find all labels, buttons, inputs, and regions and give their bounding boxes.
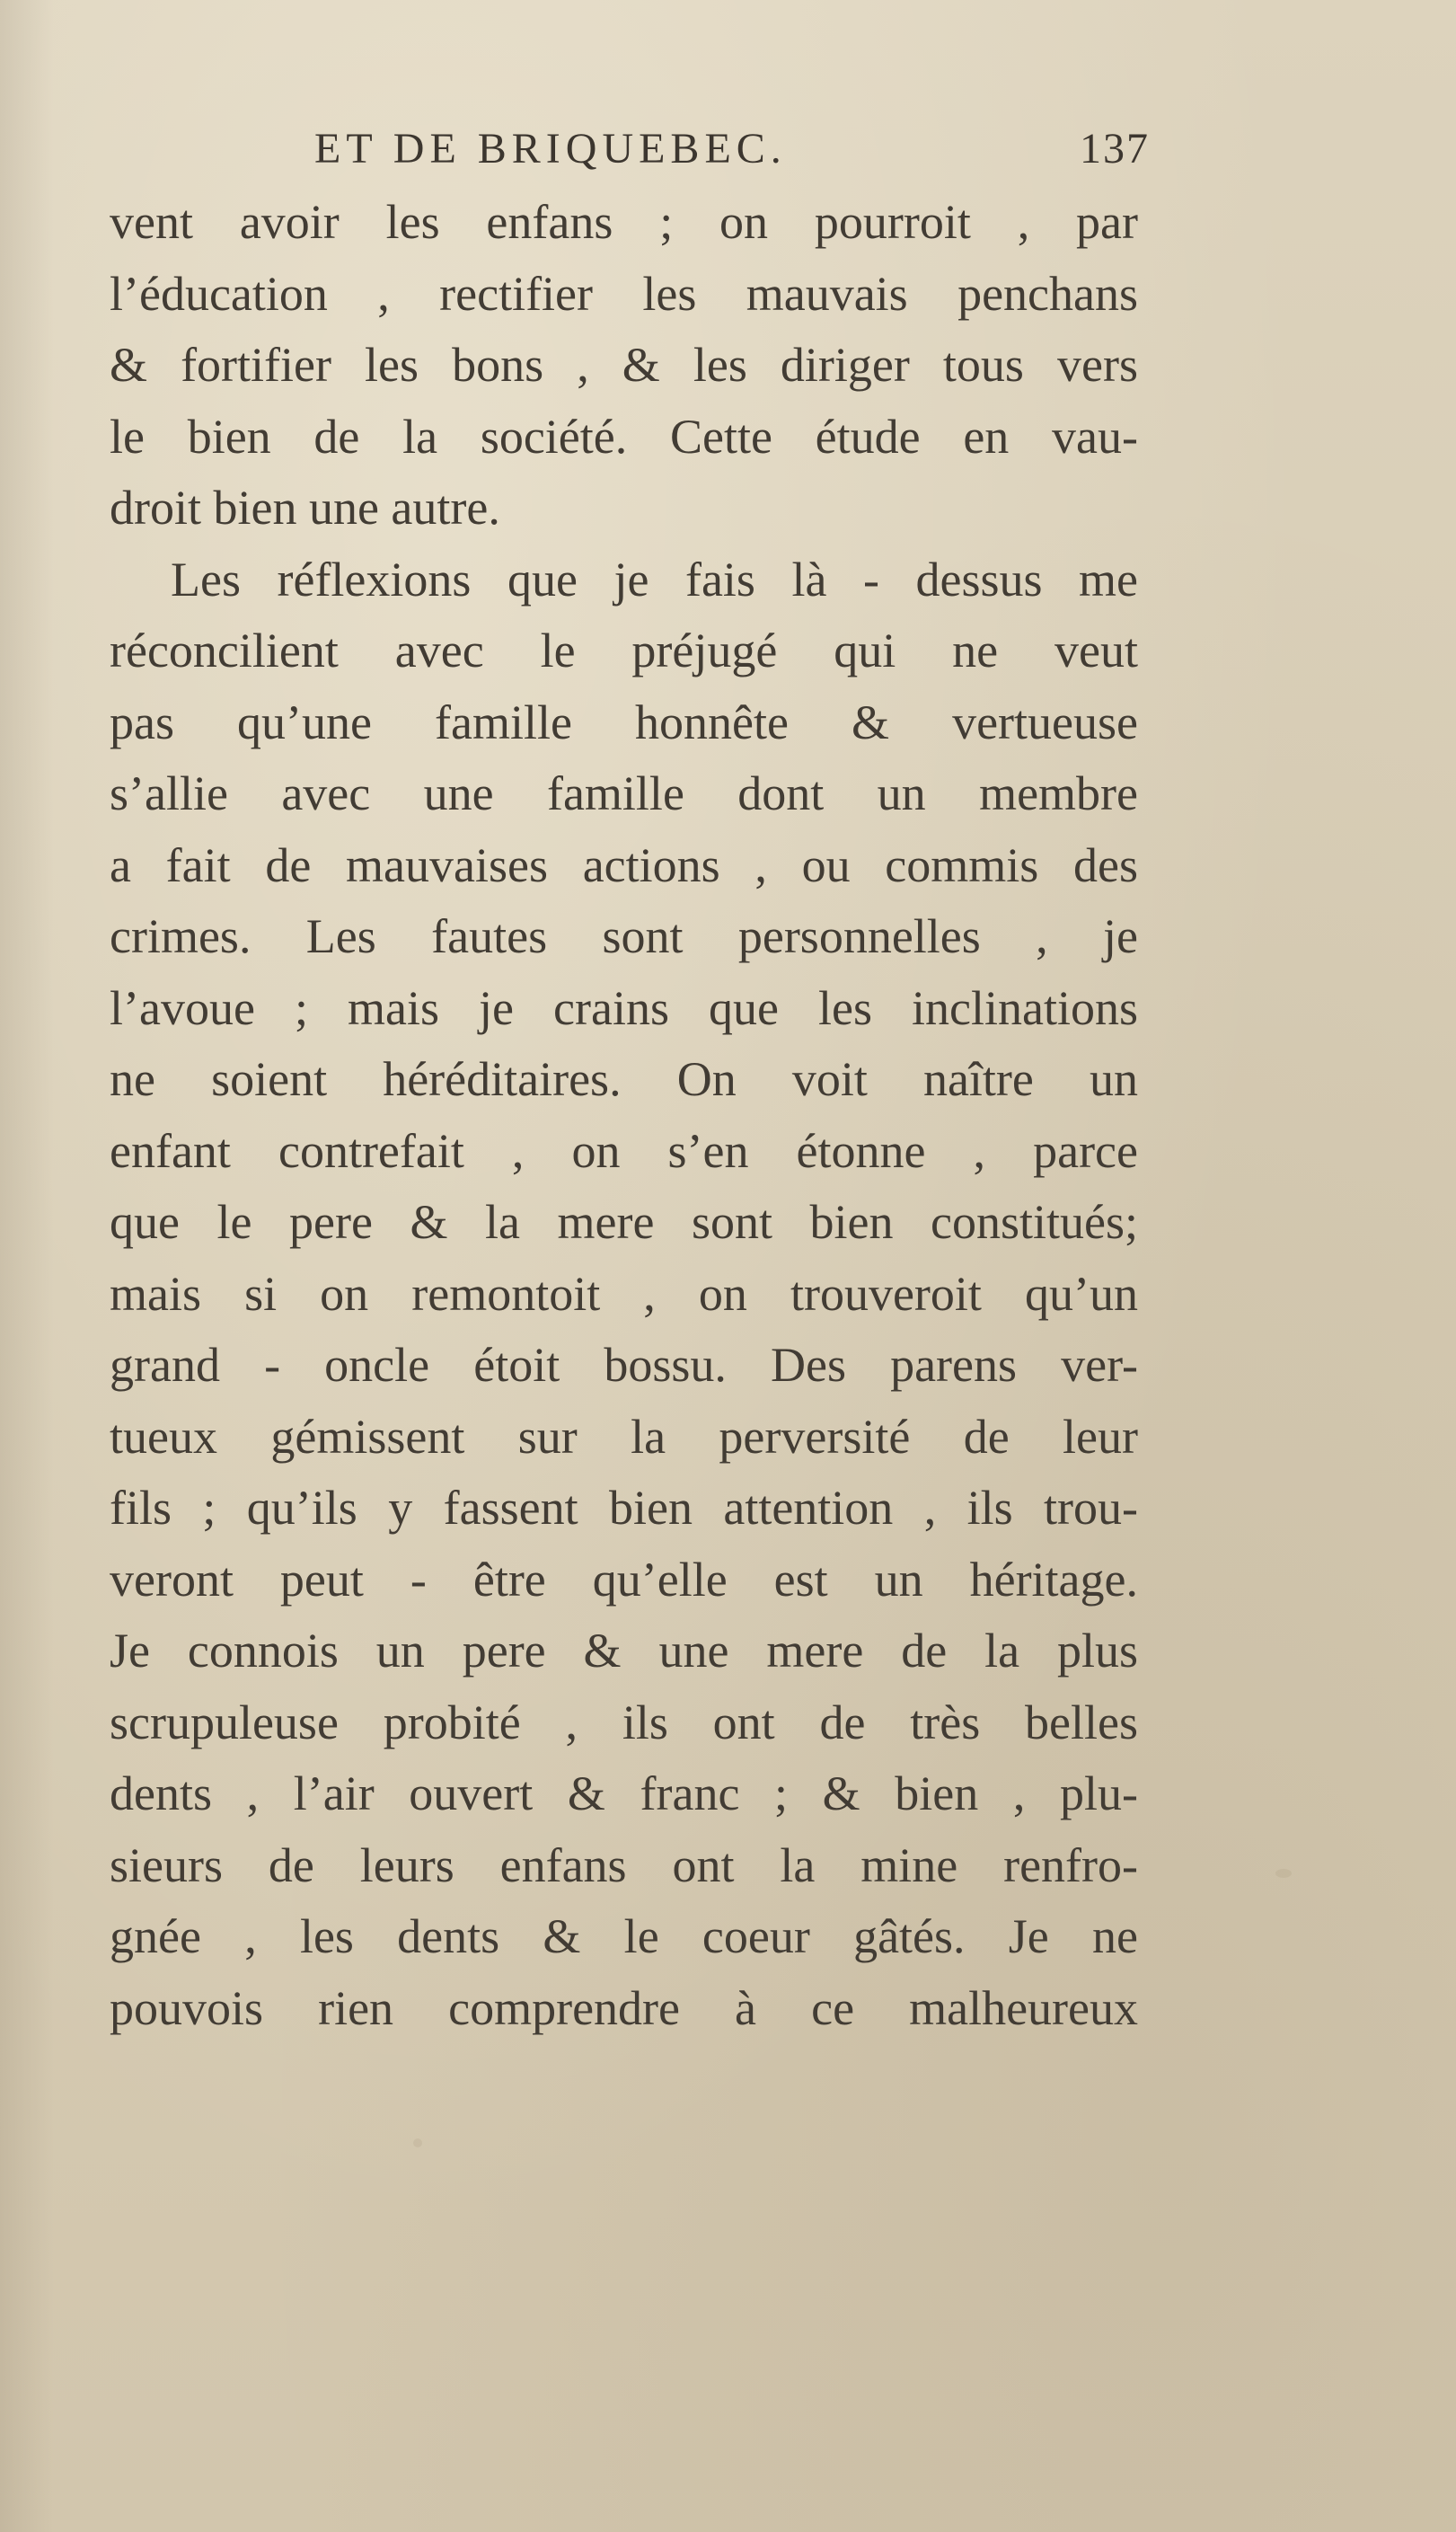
text-line: scrupuleuse probité , ils ont de très belles: [110, 1695, 1138, 1749]
running-head: [314, 124, 1150, 178]
text-line: grand - oncle étoit bossu. Des parens ver-: [110, 1338, 1138, 1392]
text-line: droit bien une autre.: [110, 481, 500, 535]
text-line: a fait de mauvaises actions , ou commis des: [110, 837, 1138, 892]
paragraph-2: [110, 544, 1138, 2045]
text-line: mais si on remontoit , on trouveroit qu’un: [110, 1266, 1138, 1321]
text-line: crimes. Les fautes sont personnelles , je: [110, 909, 1138, 963]
paper-stain: [413, 2138, 422, 2147]
text-line: vent avoir les enfans ; on pourroit , par: [110, 195, 1138, 249]
text-line: tueux gémissent sur la perversité de leur: [110, 1409, 1138, 1464]
text-line: réconcilient avec le préjugé qui ne veut: [110, 624, 1138, 677]
text-line: l’avoue ; mais je crains que les inclinations: [110, 980, 1138, 1035]
gutter-shadow: [0, 0, 54, 2532]
text-line: ne soient héréditaires. On voit naître un: [110, 1052, 1138, 1106]
text-line: Je connois un pere & une mere de la plus: [110, 1624, 1138, 1678]
text-line: Les réflexions que je fais là - dessus me: [171, 552, 1138, 606]
page-number: 137: [1080, 125, 1150, 173]
text-line: sieurs de leurs enfans ont la mine renfro-: [110, 1837, 1138, 1892]
text-line: l’éducation , rectifier les mauvais penchans: [110, 266, 1138, 321]
text-line: que le pere & la mere sont bien constitués;: [110, 1195, 1138, 1249]
text-line: s’allie avec une famille dont un membre: [110, 766, 1138, 820]
text-line: le bien de la société. Cette étude en vau-: [110, 409, 1138, 464]
text-line: enfant contrefait , on s’en étonne , parce: [110, 1123, 1138, 1178]
text-line: gnée , les dents & le coeur gâtés. Je ne: [110, 1909, 1138, 1963]
text-line: pouvois rien comprendre à ce malheureux: [110, 1980, 1138, 2035]
text-line: pas qu’une famille honnête & vertueuse: [110, 695, 1138, 749]
text-line: veront peut - être qu’elle est un héritage.: [110, 1552, 1138, 1607]
body-text: [110, 187, 1138, 2044]
paragraph-1: [110, 187, 1138, 544]
running-head-title: ET DE BRIQUEBEC.: [314, 125, 787, 173]
text-line: & fortifier les bons , & les diriger tous vers: [110, 338, 1138, 392]
paper-stain: [1275, 1869, 1292, 1878]
text-line: fils ; qu’ils y fassent bien attention , ils trou-: [110, 1481, 1138, 1535]
text-line: dents , l’air ouvert & franc ; & bien , plu-: [110, 1766, 1138, 1820]
